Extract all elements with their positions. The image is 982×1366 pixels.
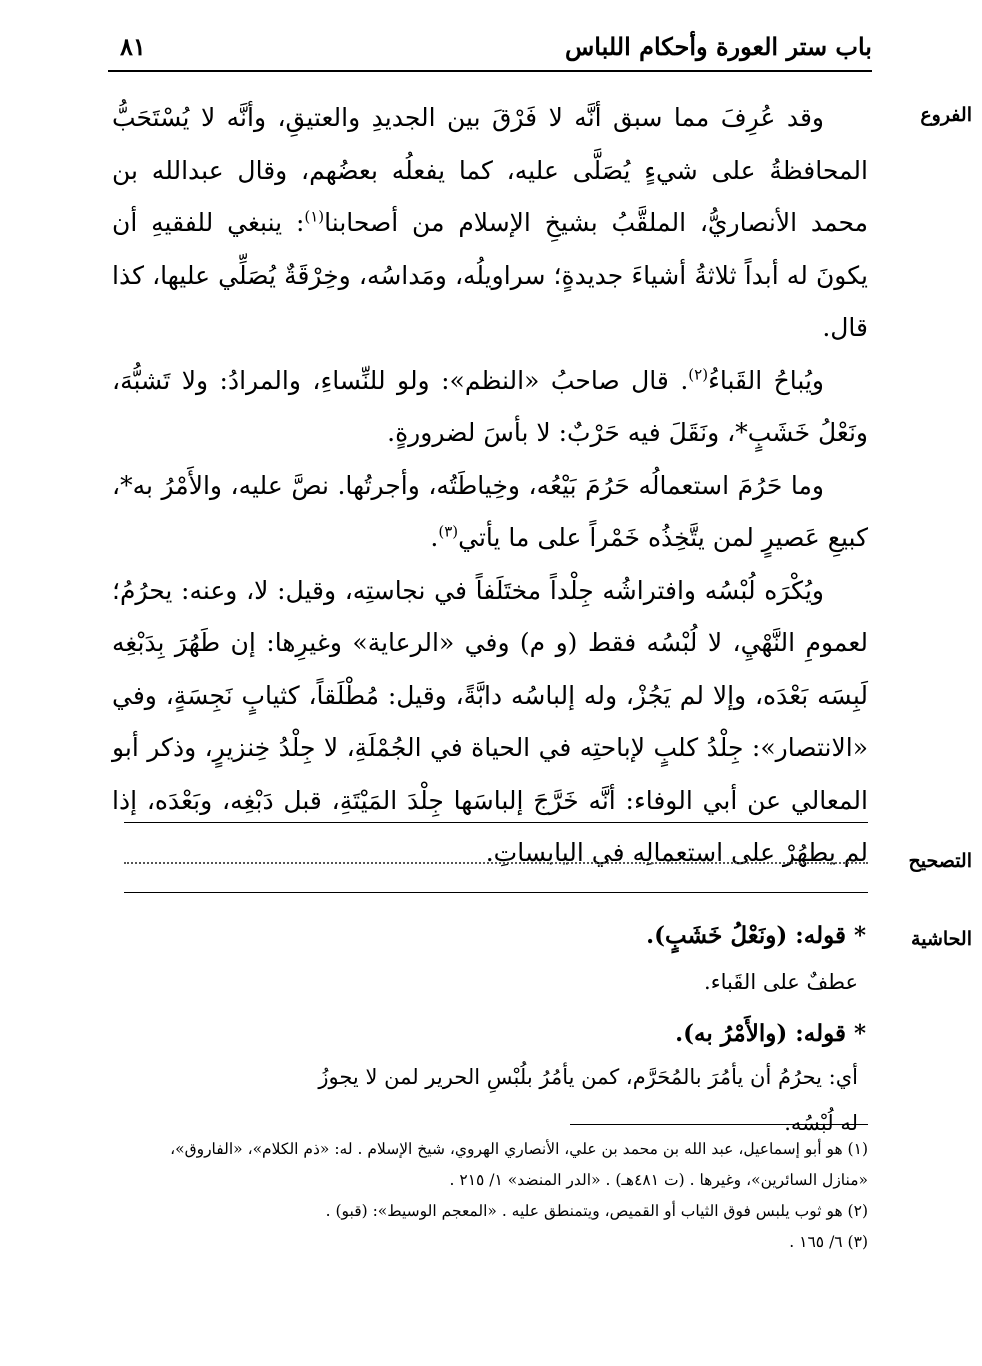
paragraph-text: . [430, 523, 439, 552]
hashiya-section [300, 916, 866, 1135]
footnote-ref: (٣) [438, 522, 459, 541]
paragraph-text: : ينبغي للفقيهِ أن يكونَ له أبداً ثلاثةُ أشياءَ جديدةٍ؛ سراويلُه، ومَداسُه، وخِرْقَةٌ يُصَلِّي عليها، كذا قال. [112, 208, 868, 342]
footnote: «منازل السائرين»، وغيرها . (ت ٤٨١هـ) . «الدر المنضد» ١/ ٢١٥ . [449, 1171, 868, 1189]
section-divider [124, 892, 868, 893]
paragraph [112, 355, 868, 460]
hashiya-comment: عطفٌ على القَباء. [704, 970, 858, 994]
side-label-tashih: التصحيح [908, 850, 972, 872]
section-divider [124, 822, 868, 823]
footnote: (٣) ٦/ ١٦٥ . [789, 1233, 868, 1251]
footnote-ref: (١) [304, 207, 325, 226]
paragraph-text: ويُباحُ القَباءُ [708, 365, 824, 395]
paragraph [112, 92, 868, 355]
footnote: (١) هو أبو إسماعيل، عبد الله بن محمد بن علي، الأنصاري الهروي، شيخ الإسلام . له: «ذم الكلام»، «الفاروق»، [170, 1140, 868, 1158]
footnote: (٢) هو ثوب يلبس فوق الثياب أو القميص، ويتمنطق عليه . «المعجم الوسيط»: (قبو) . [325, 1202, 868, 1220]
side-label-hashiya: الحاشية [911, 928, 972, 950]
hashiya-comment: أي: يحرُمُ أن يأمُرَ بالمُحَرَّم، كمن يأمُرُ بلُبْسِ الحرير لمن لا يجوزُ له لُبْسُه. [318, 1065, 858, 1135]
page-number: ٨١ [120, 32, 146, 61]
paragraph [112, 460, 868, 565]
paragraph: ويُكْرَه لُبْسُه وافتراشُه جِلْداً مختَلَفاً في نجاستِه، وقيل: لا، وعنه: يحرُمُ؛ لعمومِ النَّهْيِ، لا لُبْسُه فقط (و م) وفي «الرعاية» وغيرِها: إن طَهُرَ بِدَبْغِه لَبِسَه بَعْدَه، وإلا لم يَجُزْ، وله إلباسُه دابَّةً، وقيل: مُطْلَقاً، كثيابٍ نَجِسَةٍ، وفي «الانتصار»: جِلْدُ كلبٍ لإباحتِه في الحياة في الجُمْلَةِ، لا جِلْدُ خِنزيرٍ، وذكر أبو المعالي عن أبي الوفاء: أنَّه خَرَّجَ إلباسَها جِلْدَ المَيْتَةِ، قبل دَبْغِه، وبَعْدَه، إذا لم يطهُرْ على استعمالِه في اليابساتِ. [112, 575, 868, 867]
tashih-dotted-line [124, 862, 868, 864]
footnote-ref: (٢) [688, 365, 709, 384]
paragraph-text: وما حَرُمَ استعمالُه حَرُمَ بَيْعُه، وخِياطَتُه، وأجرتُها. نصَّ عليه، والأَمْرُ به*، كبيعِ عَصيرٍ لمن يتَّخِذُه خَمْراً على ما يأتي [112, 470, 868, 552]
paragraph-text: وقد عُرِفَ مما سبق أنَّه لا فَرْقَ بين الجديدِ والعتيقِ، وأنَّه لا يُسْتَحَبُّ المحافظةُ على شيءٍ يُصَلَّى عليه، كما يفعلُه بعضُهم، وقال عبدالله بن محمد الأنصاريُّ، الملقَّبُ بشيخِ الإسلام من أصحابنا [112, 103, 868, 237]
header-rule [108, 70, 872, 72]
chapter-title: باب ستر العورة وأحكام اللباس [564, 32, 872, 61]
hashiya-quote: * قوله: (ونَعْلُ خَشَبٍ). [646, 922, 866, 949]
footnote-separator [570, 1124, 868, 1125]
footnotes [112, 1134, 868, 1258]
main-text [112, 92, 868, 867]
hashiya-quote: * قوله: (والأَمْرُ به). [675, 1020, 866, 1047]
side-label-furu: الفروع [920, 104, 972, 126]
running-header [108, 28, 872, 68]
paragraph-text: . قال صاحبُ «النظم»: ولو للنِّساءِ، والمرادُ: ولا تَشبُّهَ، ونَعْلُ خَشَبٍ*، ونَقَلَ فيه حَرْبٌ: لا بأسَ لضرورةٍ. [112, 365, 868, 447]
